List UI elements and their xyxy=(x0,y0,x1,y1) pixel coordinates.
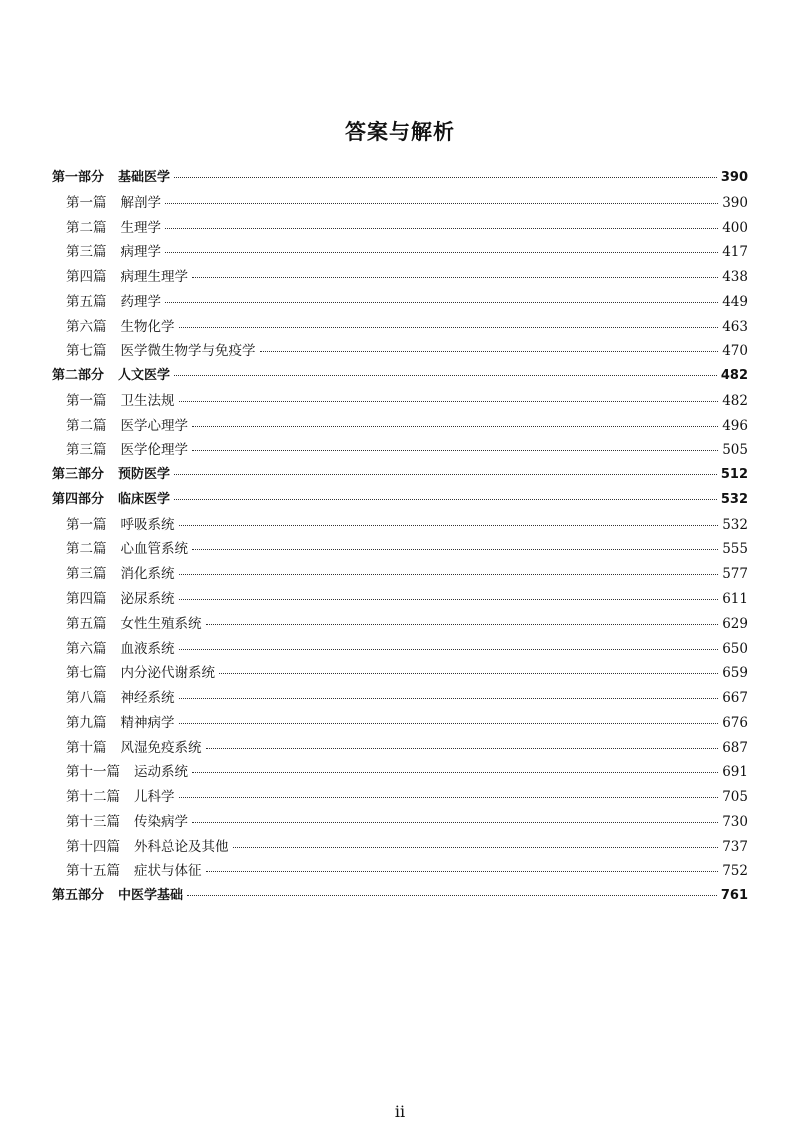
toc-entry-label: 第五篇 xyxy=(66,615,107,632)
toc-entry-title: 人文医学 xyxy=(118,368,171,384)
dot-leader xyxy=(192,549,718,550)
toc-entry-title: 内分泌代谢系统 xyxy=(120,665,215,682)
toc-entry-page-number: 650 xyxy=(722,640,748,657)
toc-entry-label: 第一篇 xyxy=(66,392,107,409)
toc-entry-page-number: 667 xyxy=(722,690,748,707)
dot-leader xyxy=(179,797,719,798)
dot-leader xyxy=(179,574,719,575)
dot-leader xyxy=(192,772,718,773)
toc-entry-label: 第七篇 xyxy=(66,665,107,682)
toc-entry-title: 女性生殖系统 xyxy=(120,615,202,632)
toc-entry-title: 医学心理学 xyxy=(120,417,188,434)
toc-entry-title: 呼吸系统 xyxy=(120,516,175,533)
toc-chapter-entry[interactable] xyxy=(52,686,748,711)
toc-entry-page-number: 629 xyxy=(722,615,748,632)
toc-entry-title: 病理学 xyxy=(120,244,161,261)
toc-entry-title: 外科总论及其他 xyxy=(134,838,229,855)
toc-chapter-entry[interactable] xyxy=(52,438,748,463)
toc-part-entry[interactable] xyxy=(52,166,748,191)
dot-leader xyxy=(192,426,718,427)
dot-leader xyxy=(206,748,719,749)
dot-leader xyxy=(179,401,719,402)
toc-entry-label: 第四篇 xyxy=(66,591,107,608)
dot-leader xyxy=(179,723,719,724)
toc-chapter-entry[interactable] xyxy=(52,216,748,241)
toc-part-entry[interactable] xyxy=(52,884,748,909)
toc-part-entry[interactable] xyxy=(52,463,748,488)
table-of-contents xyxy=(52,166,748,909)
dot-leader xyxy=(174,474,717,475)
toc-chapter-entry[interactable] xyxy=(52,736,748,761)
dot-leader xyxy=(165,252,718,253)
dot-leader xyxy=(192,822,718,823)
toc-entry-page-number: 390 xyxy=(722,194,748,211)
toc-entry-page-number: 761 xyxy=(720,888,748,904)
dot-leader xyxy=(179,649,719,650)
toc-part-entry[interactable] xyxy=(52,488,748,513)
dot-leader xyxy=(165,302,718,303)
toc-entry-page-number: 752 xyxy=(722,863,748,880)
toc-entry-page-number: 687 xyxy=(722,739,748,756)
toc-chapter-entry[interactable] xyxy=(52,810,748,835)
toc-entry-label: 第九篇 xyxy=(66,714,107,731)
toc-entry-label: 第七篇 xyxy=(66,343,107,360)
toc-entry-title: 消化系统 xyxy=(120,566,175,583)
toc-chapter-entry[interactable] xyxy=(52,240,748,265)
toc-entry-title: 运动系统 xyxy=(134,764,188,781)
toc-entry-label: 第三篇 xyxy=(66,566,107,583)
toc-chapter-entry[interactable] xyxy=(52,835,748,860)
toc-entry-label: 第四篇 xyxy=(66,269,107,286)
toc-entry-label: 第十篇 xyxy=(66,739,107,756)
toc-chapter-entry[interactable] xyxy=(52,661,748,686)
toc-chapter-entry[interactable] xyxy=(52,191,748,216)
toc-chapter-entry[interactable] xyxy=(52,562,748,587)
toc-entry-label: 第一部分 xyxy=(52,170,105,185)
toc-entry-page-number: 390 xyxy=(720,170,748,185)
toc-entry-title: 生理学 xyxy=(120,219,161,236)
toc-chapter-entry[interactable] xyxy=(52,859,748,884)
toc-chapter-entry[interactable] xyxy=(52,290,748,315)
toc-chapter-entry[interactable] xyxy=(52,711,748,736)
dot-leader xyxy=(260,351,719,352)
toc-entry-page-number: 482 xyxy=(722,392,748,409)
toc-part-entry[interactable] xyxy=(52,364,748,389)
toc-entry-label: 第二篇 xyxy=(66,219,107,236)
dot-leader xyxy=(165,203,718,204)
toc-entry-page-number: 417 xyxy=(722,244,748,261)
toc-entry-page-number: 482 xyxy=(720,368,748,384)
toc-entry-title: 医学伦理学 xyxy=(120,442,188,459)
dot-leader xyxy=(179,599,719,600)
dot-leader xyxy=(187,895,717,896)
dot-leader xyxy=(174,499,717,500)
toc-entry-title: 血液系统 xyxy=(120,640,175,657)
toc-entry-label: 第五篇 xyxy=(66,293,107,310)
toc-entry-title: 风湿免疫系统 xyxy=(120,739,202,756)
toc-entry-label: 第一篇 xyxy=(66,516,107,533)
toc-entry-title: 泌尿系统 xyxy=(120,591,175,608)
toc-entry-label: 第六篇 xyxy=(66,318,107,335)
toc-entry-title: 病理生理学 xyxy=(120,269,188,286)
toc-entry-label: 第三篇 xyxy=(66,244,107,261)
toc-entry-title: 中医学基础 xyxy=(118,888,184,904)
page-title: 答案与解析 xyxy=(345,120,455,144)
toc-entry-page-number: 463 xyxy=(722,318,748,335)
toc-entry-label: 第十一篇 xyxy=(66,764,120,781)
toc-entry-page-number: 438 xyxy=(722,269,748,286)
toc-entry-title: 心血管系统 xyxy=(120,541,188,558)
dot-leader xyxy=(174,177,717,178)
toc-chapter-entry[interactable] xyxy=(52,389,748,414)
toc-entry-page-number: 611 xyxy=(722,591,748,608)
toc-entry-title: 解剖学 xyxy=(120,194,161,211)
toc-chapter-entry[interactable] xyxy=(52,537,748,562)
toc-entry-label: 第二部分 xyxy=(52,368,105,384)
toc-entry-title: 神经系统 xyxy=(120,690,175,707)
page-number-footer: ii xyxy=(394,1102,406,1121)
toc-entry-label: 第十三篇 xyxy=(66,813,120,830)
toc-entry-page-number: 505 xyxy=(722,442,748,459)
dot-leader xyxy=(165,228,718,229)
toc-entry-title: 传染病学 xyxy=(134,813,188,830)
toc-chapter-entry[interactable] xyxy=(52,637,748,662)
dot-leader xyxy=(179,525,719,526)
dot-leader xyxy=(192,450,718,451)
toc-entry-page-number: 532 xyxy=(720,491,748,507)
dot-leader xyxy=(179,327,719,328)
toc-entry-label: 第三篇 xyxy=(66,442,107,459)
toc-entry-label: 第十四篇 xyxy=(66,838,120,855)
toc-entry-label: 第一篇 xyxy=(66,194,107,211)
toc-entry-label: 第四部分 xyxy=(52,491,105,507)
toc-entry-page-number: 577 xyxy=(722,566,748,583)
toc-entry-label: 第三部分 xyxy=(52,467,105,483)
toc-entry-title: 生物化学 xyxy=(120,318,175,335)
toc-entry-title: 临床医学 xyxy=(118,491,171,507)
toc-entry-label: 第二篇 xyxy=(66,541,107,558)
dot-leader xyxy=(174,375,717,376)
dot-leader xyxy=(219,673,718,674)
toc-entry-page-number: 470 xyxy=(722,343,748,360)
toc-chapter-entry[interactable] xyxy=(52,785,748,810)
toc-entry-title: 预防医学 xyxy=(118,467,171,483)
toc-chapter-entry[interactable] xyxy=(52,612,748,637)
toc-entry-page-number: 555 xyxy=(722,541,748,558)
toc-entry-label: 第五部分 xyxy=(52,888,105,904)
toc-entry-page-number: 659 xyxy=(722,665,748,682)
toc-entry-label: 第八篇 xyxy=(66,690,107,707)
toc-entry-page-number: 512 xyxy=(720,467,748,483)
toc-entry-title: 医学微生物学与免疫学 xyxy=(120,343,256,360)
toc-chapter-entry[interactable] xyxy=(52,587,748,612)
dot-leader xyxy=(192,277,718,278)
toc-entry-page-number: 532 xyxy=(722,516,748,533)
toc-entry-label: 第十五篇 xyxy=(66,863,120,880)
toc-entry-title: 精神病学 xyxy=(120,714,175,731)
toc-entry-page-number: 449 xyxy=(722,293,748,310)
toc-entry-title: 症状与体征 xyxy=(134,863,202,880)
toc-entry-page-number: 400 xyxy=(722,219,748,236)
dot-leader xyxy=(179,698,719,699)
dot-leader xyxy=(206,871,719,872)
toc-entry-page-number: 730 xyxy=(722,813,748,830)
toc-entry-page-number: 496 xyxy=(722,417,748,434)
toc-entry-title: 基础医学 xyxy=(118,170,171,185)
toc-entry-title: 药理学 xyxy=(120,293,161,310)
toc-chapter-entry[interactable] xyxy=(52,339,748,364)
toc-entry-page-number: 691 xyxy=(722,764,748,781)
toc-entry-page-number: 676 xyxy=(722,714,748,731)
dot-leader xyxy=(233,847,719,848)
toc-chapter-entry[interactable] xyxy=(52,760,748,785)
toc-chapter-entry[interactable] xyxy=(52,414,748,439)
toc-entry-label: 第二篇 xyxy=(66,417,107,434)
toc-chapter-entry[interactable] xyxy=(52,513,748,538)
toc-chapter-entry[interactable] xyxy=(52,315,748,340)
toc-entry-label: 第十二篇 xyxy=(66,789,120,806)
toc-chapter-entry[interactable] xyxy=(52,265,748,290)
toc-entry-page-number: 705 xyxy=(722,789,748,806)
toc-entry-title: 儿科学 xyxy=(134,789,175,806)
dot-leader xyxy=(206,624,719,625)
toc-entry-page-number: 737 xyxy=(722,838,748,855)
toc-entry-label: 第六篇 xyxy=(66,640,107,657)
toc-entry-title: 卫生法规 xyxy=(120,392,175,409)
